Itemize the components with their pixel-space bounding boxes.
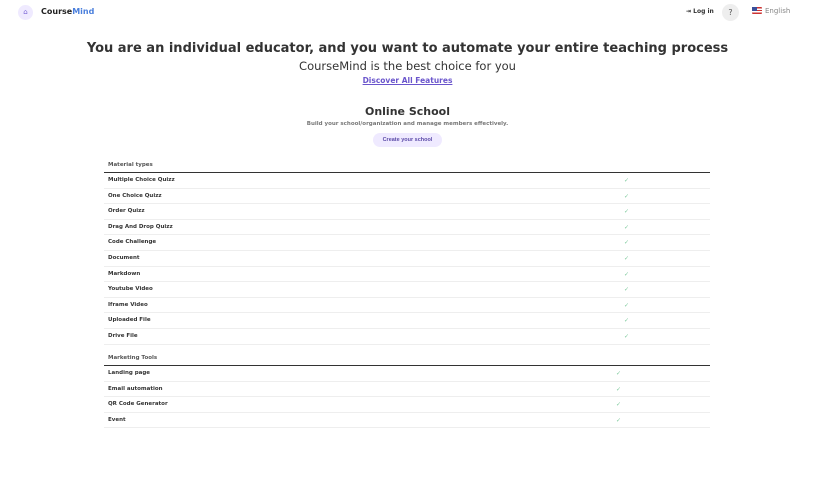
check-icon: ✓ bbox=[624, 301, 630, 309]
feature-row bbox=[104, 282, 710, 298]
check-icon: ✓ bbox=[624, 317, 630, 325]
feature-name: Order Quizz bbox=[108, 208, 145, 215]
check-icon: ✓ bbox=[624, 223, 630, 231]
create-school-button[interactable]: Create your school bbox=[373, 133, 442, 147]
feature-row bbox=[104, 235, 710, 251]
material-types-table bbox=[104, 157, 710, 345]
feature-row bbox=[104, 251, 710, 267]
check-icon: ✓ bbox=[624, 208, 630, 216]
feature-row bbox=[104, 298, 710, 314]
login-button[interactable]: ⇥ Log in bbox=[686, 8, 714, 15]
logo-icon[interactable]: ⌂ bbox=[18, 5, 33, 20]
feature-row bbox=[104, 366, 710, 382]
check-icon: ✓ bbox=[624, 270, 630, 278]
feature-row bbox=[104, 313, 710, 329]
feature-row bbox=[104, 382, 710, 398]
check-icon: ✓ bbox=[616, 416, 622, 424]
feature-name: Drag And Drop Quizz bbox=[108, 223, 173, 230]
plan-description: Build your school/organization and manage members effectively. bbox=[306, 121, 509, 127]
feature-name: Code Challenge bbox=[108, 239, 157, 246]
feature-row bbox=[104, 204, 710, 220]
language-selector[interactable]: English bbox=[752, 7, 790, 15]
section-header: Marketing Tools bbox=[104, 350, 710, 366]
check-icon: ✓ bbox=[616, 370, 622, 377]
check-icon: ✓ bbox=[624, 177, 630, 184]
feature-name: Multiple Choice Quizz bbox=[108, 177, 175, 183]
feature-name: QR Code Generator bbox=[108, 401, 168, 408]
feature-name: Markdown bbox=[108, 270, 141, 277]
help-icon[interactable]: ? bbox=[722, 4, 739, 21]
check-icon: ✓ bbox=[624, 192, 630, 200]
check-icon: ✓ bbox=[616, 401, 622, 409]
hero-title: You are an individual educator, and you want to automate your entire teaching process bbox=[86, 41, 729, 56]
check-icon: ✓ bbox=[616, 385, 622, 393]
feature-name: Event bbox=[108, 416, 126, 423]
hero-subtitle: CourseMind is the best choice for you bbox=[299, 59, 516, 73]
feature-name: Youtube Video bbox=[108, 286, 153, 293]
check-icon: ✓ bbox=[624, 332, 630, 340]
us-flag-icon bbox=[752, 7, 762, 14]
feature-name: Uploaded File bbox=[108, 317, 151, 324]
check-icon: ✓ bbox=[624, 254, 630, 262]
feature-name: Email automation bbox=[108, 385, 163, 392]
check-icon: ✓ bbox=[624, 286, 630, 294]
feature-row bbox=[104, 173, 710, 189]
feature-name: Document bbox=[108, 254, 140, 261]
discover-features-link[interactable]: Discover All Features bbox=[362, 76, 453, 85]
feature-name: Drive File bbox=[108, 332, 138, 339]
feature-row bbox=[104, 267, 710, 283]
feature-row bbox=[104, 397, 710, 413]
top-nav bbox=[0, 0, 815, 25]
login-icon: ⇥ bbox=[686, 8, 694, 15]
section-header: Material types bbox=[104, 157, 710, 173]
feature-row bbox=[104, 220, 710, 236]
check-icon: ✓ bbox=[624, 239, 630, 247]
feature-row bbox=[104, 413, 710, 429]
brand-name[interactable]: CourseMind bbox=[41, 7, 95, 16]
feature-row bbox=[104, 329, 710, 345]
feature-name: Iframe Video bbox=[108, 301, 148, 308]
marketing-tools-table bbox=[104, 350, 710, 428]
plan-title: Online School bbox=[364, 105, 450, 118]
feature-name: One Choice Quizz bbox=[108, 192, 162, 199]
feature-row bbox=[104, 189, 710, 205]
feature-name: Landing page bbox=[108, 370, 151, 376]
